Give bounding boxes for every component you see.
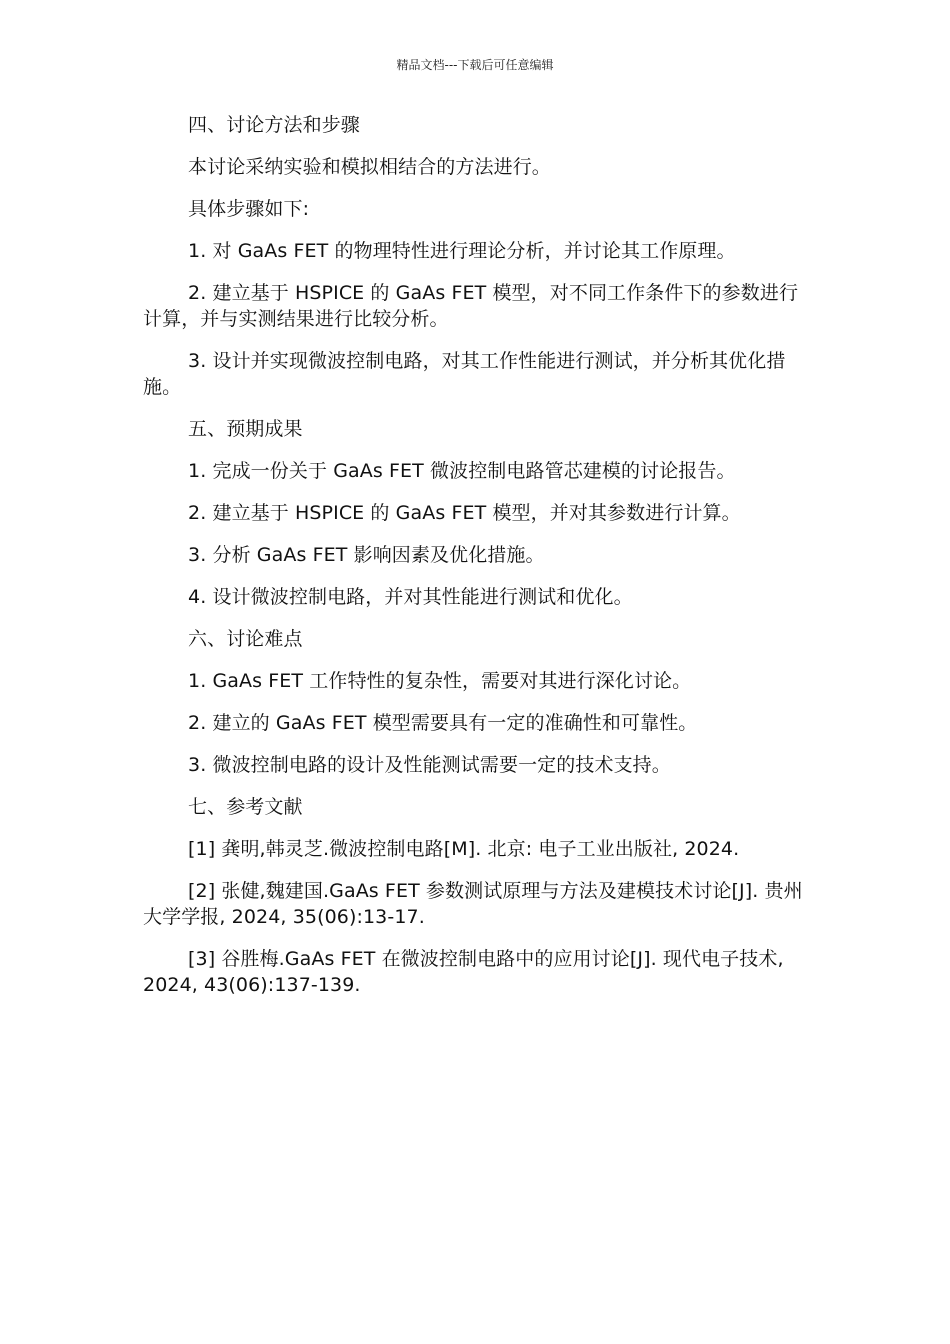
section-heading-methods: 四、讨论方法和步骤 bbox=[188, 114, 360, 136]
reference-item-2: [2] 张健,魏建国.GaAs FET 参数测试原理与方法及建模技术讨论[J]. 贵州大学学报, 2024, 35(06):13-17. bbox=[143, 880, 803, 928]
outcome-item-1: 1. 完成一份关于 GaAs FET 微波控制电路管芯建模的讨论报告。 bbox=[188, 460, 736, 482]
section-heading-references: 七、参考文献 bbox=[188, 796, 303, 818]
method-step-2: 2. 建立基于 HSPICE 的 GaAs FET 模型，对不同工作条件下的参数进行计算，并与实测结果进行比较分析。 bbox=[143, 282, 799, 330]
outcome-item-4: 4. 设计微波控制电路，并对其性能进行测试和优化。 bbox=[188, 586, 633, 608]
page-header: 精品文档---下载后可任意编辑 bbox=[396, 58, 554, 72]
steps-label: 具体步骤如下: bbox=[188, 198, 310, 220]
document-body bbox=[143, 112, 808, 1014]
method-step-1: 1. 对 GaAs FET 的物理特性进行理论分析，并讨论其工作原理。 bbox=[188, 240, 736, 262]
reference-item-3: [3] 谷胜梅.GaAs FET 在微波控制电路中的应用讨论[J]. 现代电子技术, 2024, 43(06):137-139. bbox=[143, 948, 784, 996]
difficulty-item-2: 2. 建立的 GaAs FET 模型需要具有一定的准确性和可靠性。 bbox=[188, 712, 698, 734]
outcome-item-3: 3. 分析 GaAs FET 影响因素及优化措施。 bbox=[188, 544, 545, 566]
outcome-item-2: 2. 建立基于 HSPICE 的 GaAs FET 模型，并对其参数进行计算。 bbox=[188, 502, 741, 524]
method-step-3: 3. 设计并实现微波控制电路，对其工作性能进行测试，并分析其优化措施。 bbox=[143, 350, 786, 398]
section-heading-difficulties: 六、讨论难点 bbox=[188, 628, 303, 650]
difficulty-item-1: 1. GaAs FET 工作特性的复杂性，需要对其进行深化讨论。 bbox=[188, 670, 692, 692]
reference-item-1: [1] 龚明,韩灵芝.微波控制电路[M]. 北京: 电子工业出版社, 2024. bbox=[188, 838, 740, 860]
difficulty-item-3: 3. 微波控制电路的设计及性能测试需要一定的技术支持。 bbox=[188, 754, 671, 776]
methods-intro: 本讨论采纳实验和模拟相结合的方法进行。 bbox=[188, 156, 551, 178]
section-heading-outcomes: 五、预期成果 bbox=[188, 418, 303, 440]
